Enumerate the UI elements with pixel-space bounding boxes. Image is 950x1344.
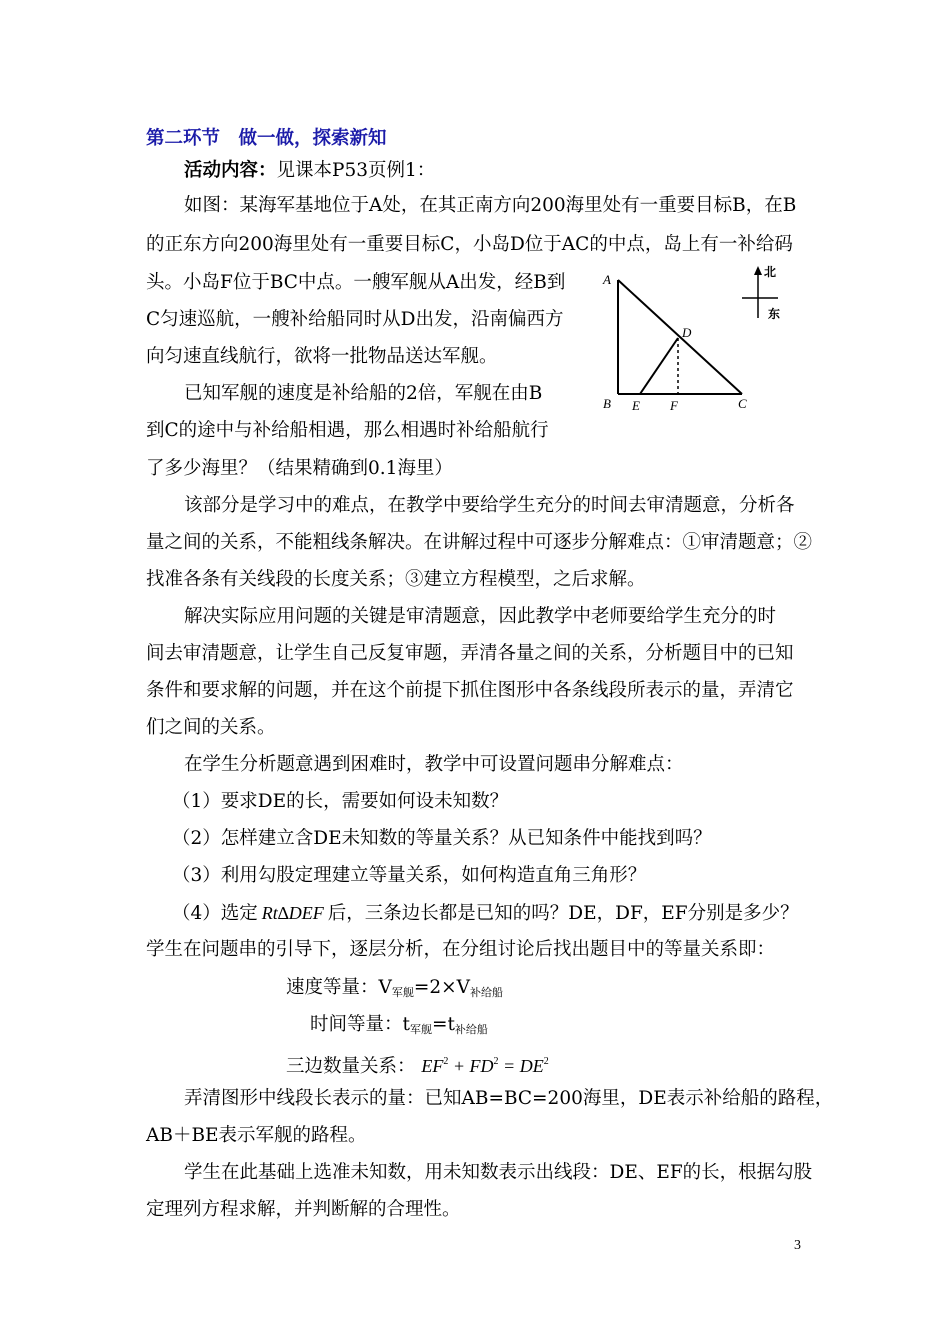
segment-meaning-line: 弄清图形中线段长表示的量：已知AB=BC=200海里，DE表示补给船的路程， xyxy=(184,1088,834,1109)
section-title: 第二环节 做一做，探索新知 xyxy=(146,128,387,149)
q4-math: Rt∆DEF xyxy=(261,903,324,923)
label-a: A xyxy=(603,272,611,287)
speed-sub-warship: 军舰 xyxy=(391,986,414,999)
problem-line: 的正东方向200海里处有一重要目标C，小岛D位于AC的中点，岛上有一补给码 xyxy=(146,234,793,255)
time-sub-supply: 补给船 xyxy=(454,1023,488,1036)
key-line: 间去审清题意，让学生自己反复审题，弄清各量之间的关系，分析题目中的已知 xyxy=(146,643,794,664)
time-t1: t xyxy=(402,1014,410,1035)
time-equation xyxy=(310,1012,488,1043)
pythagorean-formula xyxy=(421,1056,548,1076)
label-e: E xyxy=(632,398,640,413)
analysis-line: 该部分是学习中的难点，在教学中要给学生充分的时间去审清题意，分析各 xyxy=(184,495,795,516)
question-line: 已知军舰的速度是补给船的2倍，军舰在由B xyxy=(184,383,543,404)
speed-label: 速度等量： xyxy=(286,977,379,998)
solution-line: 学生在此基础上选准未知数，用未知数表示出线段：DE、EF的长，根据勾股 xyxy=(184,1162,813,1183)
exp-3: 2 xyxy=(543,1056,549,1067)
question-line: 到C的途中与补给船相遇，那么相遇时补给船航行 xyxy=(146,420,549,441)
segment-de xyxy=(640,338,678,394)
exp-2: 2 xyxy=(493,1056,499,1067)
compass-north-label: 北 xyxy=(764,265,777,279)
segment-ac xyxy=(618,280,742,394)
activity-label: 活动内容： xyxy=(184,160,277,181)
time-mid: =t xyxy=(431,1014,455,1035)
analysis-line: 量之间的关系，不能粗线条解决。在讲解过程中可逐步分解难点：①审清题意；② xyxy=(146,532,813,553)
speed-equation xyxy=(286,975,503,1006)
activity-ref: 见课本P53页例1： xyxy=(276,160,436,181)
term-fd: + FD xyxy=(452,1056,494,1076)
term-ef: EF xyxy=(421,1056,444,1076)
label-b: B xyxy=(603,396,611,411)
q4-suffix: 后，三条边长都是已知的吗？DE，DF，EF分别是多少？ xyxy=(327,903,799,924)
problem-line: 向匀速直线航行，欲将一批物品送达军舰。 xyxy=(146,346,498,367)
q4-prefix: （4）选定 xyxy=(172,903,258,924)
label-c: C xyxy=(738,396,747,411)
guided-analysis-line: 学生在问题串的引导下，逐层分析，在分组讨论后找出题目中的等量关系即： xyxy=(146,939,776,960)
exp-1: 2 xyxy=(443,1056,449,1067)
page-number: 3 xyxy=(794,1238,801,1253)
problem-line: 头。小岛F位于BC中点。一艘军舰从A出发，经B到 xyxy=(146,272,566,293)
key-line: 解决实际应用问题的关键是审清题意，因此教学中老师要给学生充分的时 xyxy=(184,606,777,627)
geometry-figure xyxy=(598,262,798,422)
problem-line: C匀速巡航，一艘补给船同时从D出发，沿南偏西方 xyxy=(146,309,564,330)
speed-v1: V xyxy=(378,977,392,998)
speed-mid: =2×V xyxy=(413,977,471,998)
question-item: （1）要求DE的长，需要如何设未知数？ xyxy=(172,791,509,812)
segment-meaning-line: AB＋BE表示军舰的路程。 xyxy=(146,1125,367,1146)
solution-line: 定理列方程求解，并判断解的合理性。 xyxy=(146,1199,461,1220)
question-line: 了多少海里？（结果精确到0.1海里） xyxy=(146,458,453,479)
question-item: （3）利用勾股定理建立等量关系，如何构造直角三角形？ xyxy=(172,865,647,886)
label-d: D xyxy=(682,325,692,340)
difficulty-line: 在学生分析题意遇到困难时，教学中可设置问题串分解难点： xyxy=(184,754,684,775)
north-arrow-icon xyxy=(754,266,762,275)
activity-line xyxy=(184,158,435,184)
key-line: 条件和要求解的问题，并在这个前提下抓住图形中各条线段所表示的量，弄清它 xyxy=(146,680,794,701)
question-item: （2）怎样建立含DE未知数的等量关系？从已知条件中能找到吗？ xyxy=(172,828,712,849)
compass-east-label: 东 xyxy=(768,307,781,321)
time-sub-warship: 军舰 xyxy=(409,1023,432,1036)
sides-equation xyxy=(286,1049,549,1080)
key-line: 们之间的关系。 xyxy=(146,717,276,738)
term-de: = DE xyxy=(503,1056,544,1076)
problem-line: 如图：某海军基地位于A处，在其正南方向200海里处有一重要目标B，在B xyxy=(184,195,797,216)
sides-label: 三边数量关系： xyxy=(286,1056,416,1077)
question-item xyxy=(172,900,799,927)
label-f: F xyxy=(670,398,678,413)
time-label: 时间等量： xyxy=(310,1014,403,1035)
speed-sub-supply: 补给船 xyxy=(470,986,504,999)
analysis-line: 找准各条有关线段的长度关系；③建立方程模型，之后求解。 xyxy=(146,569,646,590)
